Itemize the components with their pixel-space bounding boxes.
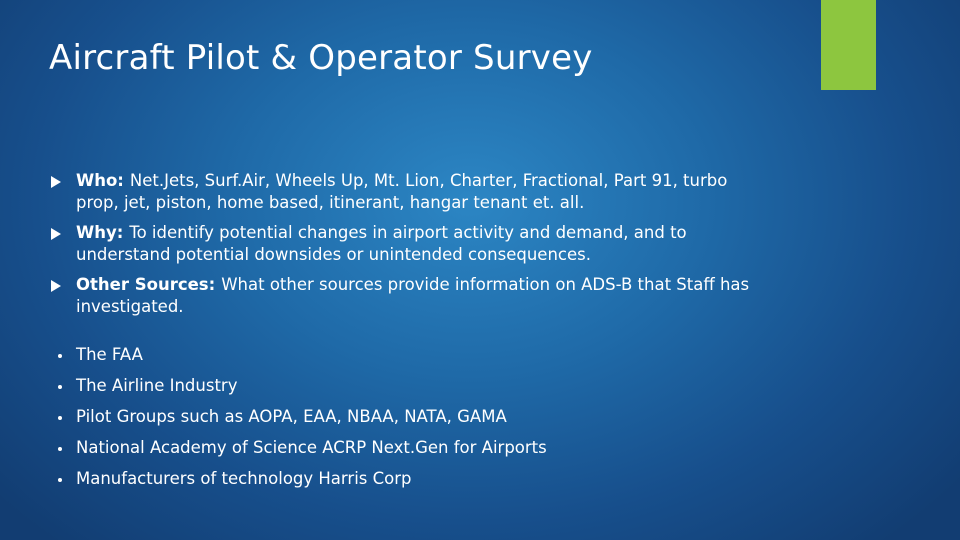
- bullet-text: Net.Jets, Surf.Air, Wheels Up, Mt. Lion, Charter, Fractional, Part 91, turbo prop, jet, piston, home based, itinerant, hangar tenant et. all.: [76, 171, 728, 212]
- bullet-dot-icon: [58, 447, 62, 451]
- arrow-right-icon: [51, 176, 61, 188]
- bullet-text: To identify potential changes in airport activity and demand, and to understand potential downsides or unintended consequences.: [76, 223, 687, 264]
- source-text: The FAA: [76, 345, 143, 364]
- source-item: [49, 375, 749, 406]
- arrow-bullet-list: [49, 170, 769, 326]
- source-text: The Airline Industry: [76, 376, 238, 395]
- bullet-why: [49, 222, 769, 266]
- bullet-who: [49, 170, 769, 214]
- bullet-label: Other Sources:: [76, 275, 216, 294]
- arrow-right-icon: [51, 280, 61, 292]
- source-text: Pilot Groups such as AOPA, EAA, NBAA, NATA, GAMA: [76, 407, 507, 426]
- source-item: [49, 344, 749, 375]
- slide-title: Aircraft Pilot & Operator Survey: [49, 38, 593, 78]
- source-item: [49, 468, 749, 499]
- bullet-label: Why:: [76, 223, 124, 242]
- bullet-dot-icon: [58, 354, 62, 358]
- source-item: [49, 406, 749, 437]
- source-text: Manufacturers of technology Harris Corp: [76, 469, 412, 488]
- bullet-text: What other sources provide information on ADS-B that Staff has investigated.: [76, 275, 750, 316]
- bullet-dot-icon: [58, 478, 62, 482]
- source-item: [49, 437, 749, 468]
- bullet-dot-icon: [58, 416, 62, 420]
- bullet-label: Who:: [76, 171, 124, 190]
- arrow-right-icon: [51, 228, 61, 240]
- accent-bar: [821, 0, 876, 90]
- source-text: National Academy of Science ACRP Next.Gen for Airports: [76, 438, 547, 457]
- source-list: [49, 344, 749, 499]
- bullet-other-sources: [49, 274, 769, 318]
- bullet-dot-icon: [58, 385, 62, 389]
